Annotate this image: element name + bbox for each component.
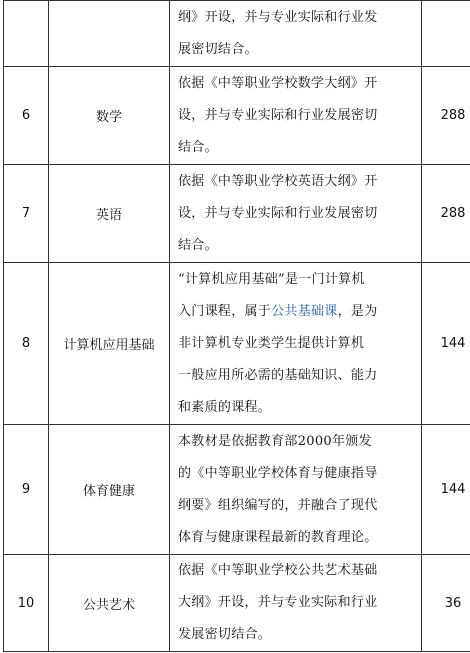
course-description	[170, 1, 422, 67]
description-line: “计算机应用基础”是一门计算机	[178, 271, 365, 287]
table-row	[4, 425, 470, 555]
description-line: 设，并与专业实际和行业发展密切	[178, 205, 378, 221]
table-row	[4, 67, 470, 165]
course-description	[170, 425, 422, 555]
row-number: 10	[4, 555, 49, 652]
row-number: 9	[4, 425, 49, 555]
course-description	[170, 263, 422, 425]
description-line: 纲》开设，并与专业实际和行业发	[178, 9, 378, 25]
description-line	[178, 296, 414, 328]
table-row	[4, 555, 470, 652]
course-hours: 288	[422, 165, 470, 263]
course-name: 英语	[49, 165, 170, 263]
course-hours: 144	[422, 425, 470, 555]
row-number: 8	[4, 263, 49, 425]
description-line: 设，并与专业实际和行业发展密切	[178, 107, 378, 123]
course-description	[170, 165, 422, 263]
table-row	[4, 263, 470, 425]
description-line: 体育与健康课程最新的教育理论。	[178, 529, 378, 545]
description-line: 依据《中等职业学校数学大纲》开	[178, 75, 378, 91]
course-hours: 36	[422, 555, 470, 652]
table-row	[4, 165, 470, 263]
course-name: 数学	[49, 67, 170, 165]
course-hours	[422, 1, 470, 67]
course-hours: 144	[422, 263, 470, 425]
row-number: 6	[4, 67, 49, 165]
description-line: 纲要》组织编写的，并融合了现代	[178, 497, 378, 513]
description-line: 依据《中等职业学校公共艺术基础	[178, 563, 378, 578]
description-line: 和素质的课程。	[178, 399, 272, 415]
description-line: 结合。	[178, 139, 218, 155]
course-name: 公共艺术	[49, 555, 170, 652]
course-name	[49, 1, 170, 67]
row-number: 7	[4, 165, 49, 263]
public-basic-course-link[interactable]: 公共基础课	[271, 303, 338, 319]
course-name: 体育健康	[49, 425, 170, 555]
description-line: 大纲》开设，并与专业实际和行业	[178, 595, 378, 610]
course-hours: 288	[422, 67, 470, 165]
course-name: 计算机应用基础	[49, 263, 170, 425]
description-text: ，是为	[337, 303, 378, 319]
description-line: 的《中等职业学校体育与健康指导	[178, 465, 378, 481]
description-line: 结合。	[178, 237, 218, 253]
table-row	[4, 1, 470, 67]
description-line: 一般应用所必需的基础知识、能力	[178, 367, 378, 383]
description-line: 非计算机专业类学生提供计算机	[178, 335, 365, 351]
curriculum-table	[3, 0, 470, 652]
row-number	[4, 1, 49, 67]
description-line: 本教材是依据教育部2000年颁发	[178, 433, 372, 449]
description-line: 依据《中等职业学校英语大纲》开	[178, 173, 378, 189]
description-line: 发展密切结合。	[178, 627, 272, 642]
course-description	[170, 67, 422, 165]
description-text: 入门课程，属于	[178, 303, 272, 319]
course-description	[170, 555, 422, 652]
description-line: 展密切结合。	[178, 41, 258, 57]
